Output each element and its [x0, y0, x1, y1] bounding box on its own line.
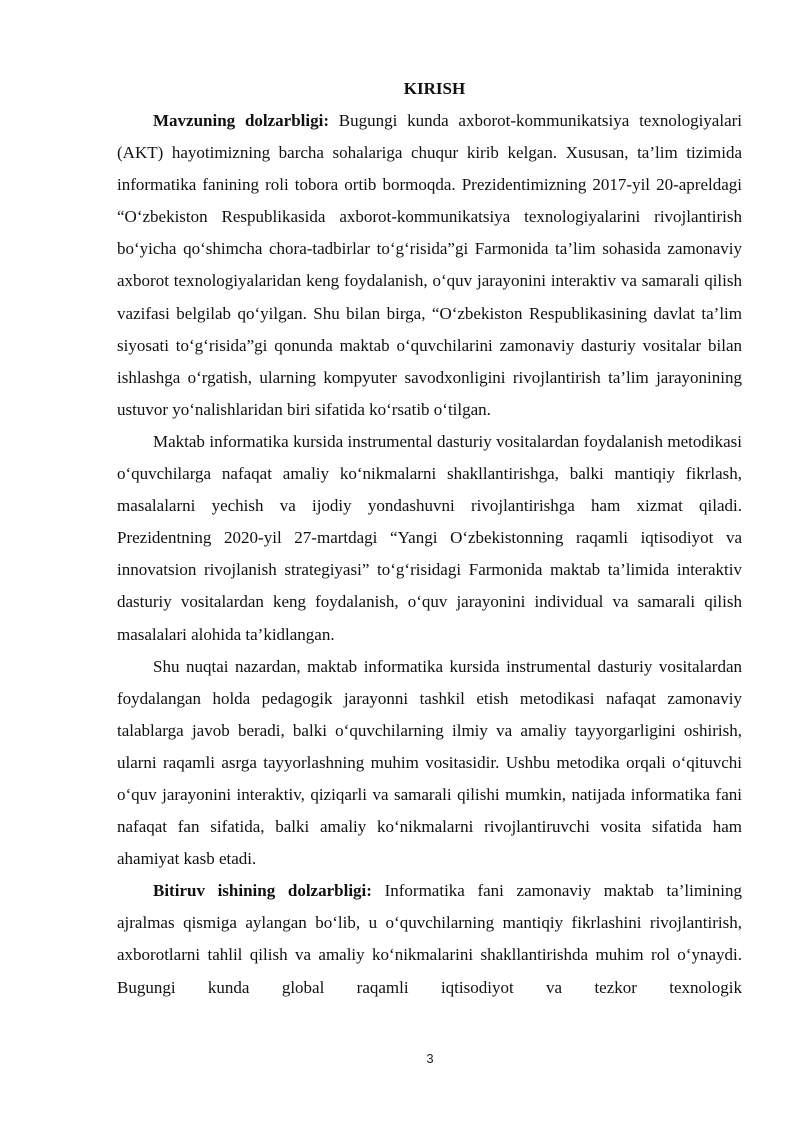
paragraph-relevance	[117, 105, 742, 426]
paragraph-methodology	[117, 426, 742, 651]
paragraph-text: Informatika fani zamonaviy maktab ta’limining ajralmas qismiga aylangan bo‘lib, u o‘quvchilarning mantiqiy fikrlashini rivojlantirish, axborotlarni tahlil qilish va amaliy ko‘nikmalarini shakllantirishda muhim rol o‘ynaydi. Bugungi kunda global raqamli iqtisodiyot va tezkor texnologik	[117, 881, 743, 997]
paragraph-lead: Bitiruv ishining dolzarbligi:	[153, 881, 372, 901]
paragraph-text: Maktab informatika kursida instrumental dasturiy vositalardan foydalanish metodikasi o‘quvchilarga nafaqat amaliy ko‘nikmalarni shakllantirishga, balki mantiqiy fikrlash, masalalarni yechish va ijodiy yondashuvni rivojlantirishga ham xizmat qiladi. Prezidentning 2020-yil 27-martdagi “Yangi O‘zbekistonning raqamli iqtisodiyot va innovatsion rivojlanish strategiyasi” to‘g‘risidagi Farmonida maktab ta’limida interaktiv dasturiy vositalardan keng foydalanish, o‘quv jarayonini individual va samarali qilish masalalari alohida ta’kidlangan.	[117, 431, 742, 644]
paragraph-viewpoint	[117, 651, 742, 876]
page-number: 3	[426, 1051, 434, 1066]
paragraph-lead: Mavzuning dolzarbligi:	[153, 111, 329, 130]
section-heading: KIRISH	[403, 79, 466, 98]
paragraph-thesis-relevance	[117, 875, 742, 1003]
page-content	[117, 73, 742, 1004]
paragraph-text: Shu nuqtai nazardan, maktab informatika kursida instrumental dasturiy vositalardan foydalangan holda pedagogik jarayonni tashkil etish metodikasi nafaqat zamonaviy talablarga javob beradi, balki o‘quvchilarning ilmiy va amaliy tayyorgarligini oshirish, ularni raqamli asrga tayyorlashning muhim vositasidir. Ushbu metodika orqali o‘qituvchi o‘quv jarayonini interaktiv, qiziqarli va samarali qilishi mumkin, natijada informatika fani nafaqat fan sifatida, balki amaliy ko‘nikmalarni rivojlantiruvchi vosita sifatida ham ahamiyat kasb etadi.	[117, 656, 742, 869]
paragraph-text: Bugungi kunda axborot-kommunikatsiya texnologiyalari (AKT) hayotimizning barcha sohalariga chuqur kirib kelgan. Xususan, ta’lim tizimida informatika fanining roli tobora ortib bormoqda. Prezidentimizning 2017-yil 20-apreldagi “O‘zbekiston Respublikasida axborot-kommunikatsiya texnologiyalarini rivojlantirish bo‘yicha qo‘shimcha chora-tadbirlar to‘g‘risida”gi Farmonida ta’lim sohasida zamonaviy axborot texnologiyalaridan keng foydalanish, o‘quv jarayonini interaktiv va samarali qilish vazifasi belgilab qo‘yilgan. Shu bilan birga, “O‘zbekiston Respublikasining davlat ta’lim siyosati to‘g‘risida”gi qonunda maktab o‘quvchilarini zamonaviy dasturiy vositalar bilan ishlashga o‘rgatish, ularning kompyuter savodxonligini rivojlantirish ta’lim jarayonining ustuvor yo‘nalishlaridan biri sifatida ko‘rsatib o‘tilgan.	[117, 111, 742, 419]
